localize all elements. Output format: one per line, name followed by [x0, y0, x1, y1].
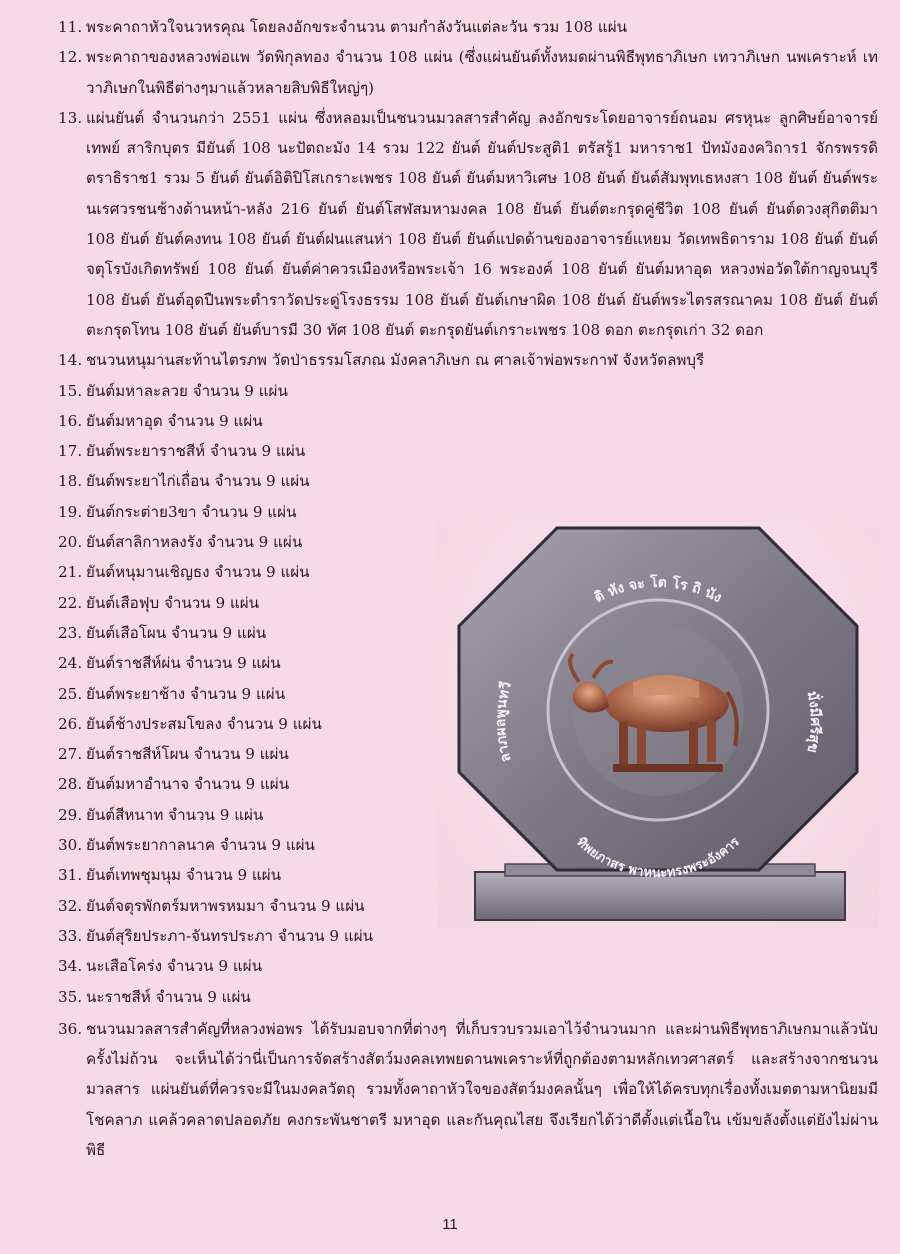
item-text: ยันต์หนุมานเชิญธง จำนวน 9 แผ่น: [86, 563, 310, 582]
item-number: 19.: [58, 502, 83, 521]
list-item: [0, 12, 900, 42]
item-text: ชนวนมวลสารสำคัญที่หลวงพ่อพร ได้รับมอบจากที่ต่างๆ ที่เก็บรวบรวมเอาไว้จำนวนมาก และผ่านพิธีพุทธาภิเษกมาแล้วนับครั้งไม่ถ้วน จะเห็นได้ว่านี่เป็นการจัดสร้างสัตว์มงคลเทพยดานพเคราะห์ที่ถูกต้องตามหลักเทวศาสตร์ และสร้างจากชนวนมวลสาร แผ่นยันต์ที่ควรจะมีในมงคลวัตถุ รวมทั้งคาถาหัวใจของสัตว์มงคลนั้นๆ เพื่อให้ได้ครบทุกเรื่องทั้งเมตตามหานิยมมีโชคลาภ แคล้วคลาดปลอดภัย คงกระพันชาตรี มหาอุด และกันคุณไสย จึงเรียกได้ว่าดีตั้งแต่เนื้อใน เข้มขลังตั้งแต่ยังไม่ผ่านพิธี: [86, 1019, 878, 1159]
item-number: 31.: [58, 866, 83, 885]
list-item: [0, 103, 900, 345]
list-item: [0, 466, 900, 496]
item-text: ยันต์สาลิกาหลงรัง จำนวน 9 แผ่น: [86, 533, 303, 552]
list-item: [0, 376, 900, 406]
list-item: [0, 42, 900, 103]
item-number: 34.: [58, 957, 83, 976]
item-number: 26.: [58, 714, 83, 733]
item-number: 25.: [58, 684, 83, 703]
item-number: 35.: [58, 987, 83, 1006]
item-number: 14.: [58, 351, 83, 370]
item-number: 15.: [58, 381, 83, 400]
item-text: ยันต์พระยาช้าง จำนวน 9 แผ่น: [86, 684, 286, 703]
item-number: 27.: [58, 745, 83, 764]
item-text: ยันต์เสือโผน จำนวน 9 แผ่น: [86, 623, 267, 642]
item-number: 13.: [58, 108, 83, 127]
item-number: 11.: [58, 18, 83, 36]
amulet-photo: [437, 522, 879, 929]
item-text: ยันต์ราชสีห์โผน จำนวน 9 แผ่น: [86, 745, 289, 764]
item-text: ยันต์มหาละลวย จำนวน 9 แผ่น: [86, 381, 288, 400]
item-number: 21.: [58, 563, 83, 582]
item-text: ยันต์ราชสีห์ผ่น จำนวน 9 แผ่น: [86, 654, 281, 673]
item-text: ยันต์มหาอำนาจ จำนวน 9 แผ่น: [86, 775, 290, 794]
list-item: [0, 345, 900, 375]
item-number: 22.: [58, 593, 83, 612]
item-number: 17.: [58, 442, 83, 461]
item-number: 24.: [58, 654, 83, 673]
list-item: [0, 1014, 900, 1165]
item-number: 16.: [58, 411, 83, 430]
item-text: ยันต์สุริยประภา-จันทรประภา จำนวน 9 แผ่น: [86, 926, 373, 945]
item-number: 30.: [58, 836, 83, 855]
item-text: ยันต์จตุรพักตร์มหาพรหมมา จำนวน 9 แผ่น: [86, 896, 365, 915]
item-text: ยันต์เทพชุมนุม จำนวน 9 แผ่น: [86, 866, 282, 885]
plaque-text-left: ลาภผลพูนทวี: [492, 680, 515, 764]
item-text: ชนวนหนุมานสะท้านไตรภพ วัดป่าธรรมโสภณ มังคลาภิเษก ณ ศาลเจ้าพ่อพระกาฬ จังหวัดลพบุรี: [86, 351, 705, 370]
item-text: ยันต์มหาอุด จำนวน 9 แผ่น: [86, 411, 263, 430]
item-text: ยันต์สีหนาท จำนวน 9 แผ่น: [86, 805, 264, 824]
list-item: [0, 436, 900, 466]
item-number: 12.: [58, 48, 83, 67]
item-number: 32.: [58, 896, 83, 915]
item-number: 18.: [58, 472, 83, 491]
item-text: นะราชสีห์ จำนวน 9 แผ่น: [86, 987, 251, 1006]
item-number: 29.: [58, 805, 83, 824]
item-text: ยันต์พระยาไก่เถื่อน จำนวน 9 แผ่น: [86, 472, 310, 491]
item-number: 23.: [58, 623, 83, 642]
item-number: 33.: [58, 926, 83, 945]
item-number: 28.: [58, 775, 83, 794]
item-text: ยันต์กระต่าย3ขา จำนวน 9 แผ่น: [86, 502, 297, 521]
plaque-text-bottom: ทิพยภาสร พาหนะทรงพระอังคาร: [573, 834, 743, 881]
item-text: ยันต์ช้างประสมโขลง จำนวน 9 แผ่น: [86, 714, 322, 733]
page-number: 11: [442, 1216, 458, 1233]
item-text: พระคาถาของหลวงพ่อแพ วัดพิกุลทอง จำนวน 108 แผ่น (ซึ่งแผ่นยันต์ทั้งหมดผ่านพิธีพุทธาภิเษก เทวาภิเษก นพเคราะห์ เทวาภิเษกในพิธีต่างๆมาแล้วหลายสิบพิธีใหญ่ๆ): [86, 48, 878, 97]
list-item: [0, 982, 900, 1012]
item-text: นะเสือโคร่ง จำนวน 9 แผ่น: [86, 957, 262, 976]
item-text: พระคาถาหัวใจนวหรคุณ โดยลงอักขระจำนวน ตามกำลังวันแต่ละวัน รวม 108 แผ่น: [86, 18, 627, 36]
item-number: 36.: [58, 1019, 83, 1038]
item-text: แผ่นยันต์ จำนวนกว่า 2551 แผ่น ซึ่งหลอมเป็นชนวนมวลสารสำคัญ ลงอักขระโดยอาจารย์ถนอม ศรหุนะ ลูกศิษย์อาจารย์เทพย์ สาริกบุตร มียันต์ 108 นะปัตถะมัง 14 รวม 122 ยันต์ ยันต์ประสูติ1 ตรัสรู้1 มหาราช1 ปัทมังองควิถาร1 จักรพรรดิตราธิราช1 รวม 5 ยันต์ ยันต์อิติปิโสเกราะเพชร 108 ยันต์ ยันต์มหาวิเศษ 108 ยันต์ ยันต์สัมพุทเธหงสา 108 ยันต์ ยันต์พระนเรศวรชนช้างด้านหน้า-หลัง 216 ยันต์ ยันต์โสฬสมหามงคล 108 ยันต์ ยันต์ตะกรุดคู่ชีวิต 108 ยันต์ ยันต์ดวงสุกิตติมา 108 ยันต์ ยันต์คงทน 108 ยันต์ ยันต์ฝนแสนห่า 108 ยันต์ ยันต์แปดด้านของอาจารย์แหยม วัดเทพธิดาราม 108 ยันต์ ยันต์จตุโรบังเกิดทรัพย์ 108 ยันต์ ยันต์ค่าควรเมืองหรือพระเจ้า 16 พระองค์ 108 ยันต์ ยันต์มหาอุด หลวงพ่อวัดใต้กาญจนบุรี 108 ยันต์ ยันต์อุดปืนพระตำราวัดประดู่โรงธรรม 108 ยันต์ ยันต์เกษาผิด 108 ยันต์ ยันต์พระไตรสรณาคม 108 ยันต์ ยันต์ตะกรุดโทน 108 ยันต์ ยันต์บารมี 30 ทัศ 108 ยันต์ ตะกรุดยันต์เกราะเพชร 108 ดอก ตะกรุดเก่า 32 ดอก: [86, 108, 878, 339]
item-text: ยันต์พระยาราชสีห์ จำนวน 9 แผ่น: [86, 442, 306, 461]
item-text: ยันต์พระยากาลนาค จำนวน 9 แผ่น: [86, 836, 315, 855]
item-number: 20.: [58, 533, 83, 552]
list-item: [0, 951, 900, 981]
list-item: [0, 406, 900, 436]
crystal-plaque-illustration: [437, 522, 879, 929]
plaque-text-right: มั่งมีศรีสุข: [803, 689, 824, 755]
item-text: ยันต์เสือฟุบ จำนวน 9 แผ่น: [86, 593, 260, 612]
plaque-text-top: ติ หัง จะ โต โร ถิ นัง: [591, 574, 725, 607]
